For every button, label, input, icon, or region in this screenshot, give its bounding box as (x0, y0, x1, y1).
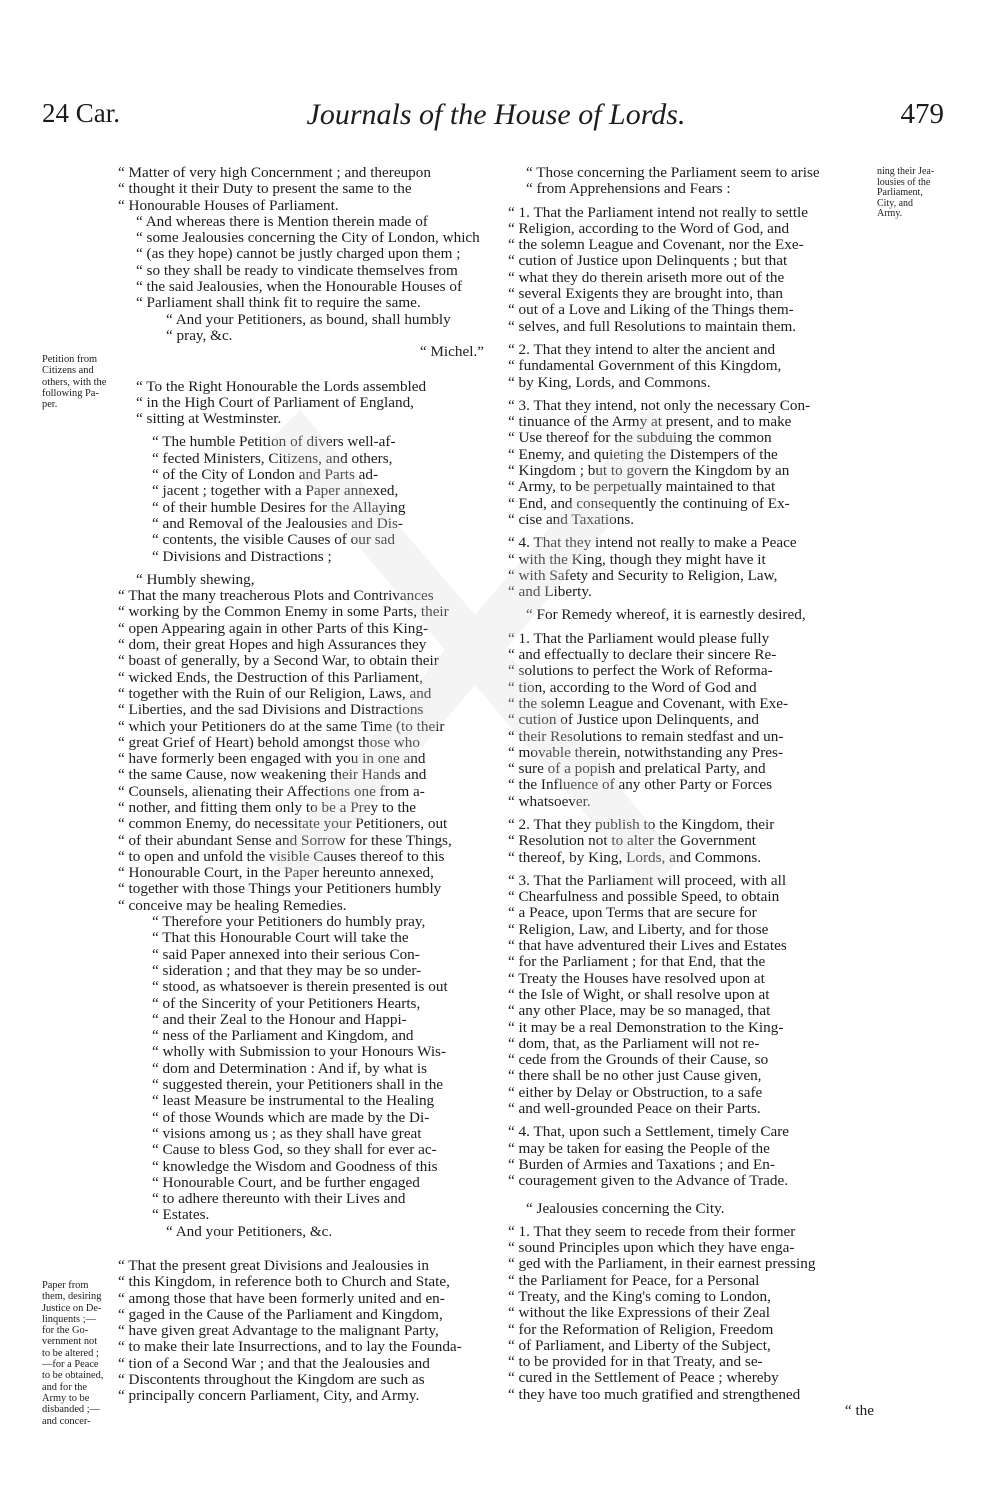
text-line: “ Counsels, alienating their Affections one from a- (118, 782, 425, 800)
page-number: 479 (900, 98, 944, 130)
text-line: “ together with those Things your Petitioners humbly (118, 880, 442, 898)
text-line: “ dom and Determination : And if, by what is (152, 1059, 428, 1077)
fear-2-government (508, 342, 878, 391)
text-line: “ Kingdom ; but to govern the Kingdom by an (508, 462, 790, 480)
text-line: “ by King, Lords, and Commons. (508, 373, 711, 391)
remedy-2 (508, 817, 878, 866)
text-line: “ Use thereof for the subduing the common (508, 429, 772, 447)
text-line: “ selves, and full Resolutions to maintain them. (508, 317, 797, 335)
text-line: “ Religion, according to the Word of God, and (508, 219, 790, 237)
text-line: “ 1. That the Parliament intend not really to settle (508, 203, 809, 221)
text-line: “ tion of a Second War ; and that the Jealousies and (118, 1354, 430, 1372)
text-line: “ nother, and fitting them only to be a Prey to the (118, 798, 417, 816)
text-line: “ of those Wounds which are made by the Di- (152, 1108, 430, 1126)
text-line: “ cured in the Settlement of Peace ; whereby (508, 1369, 779, 1387)
text-line: “ working by the Common Enemy in some Parts, their (118, 603, 449, 621)
text-line: Parliament, (877, 187, 923, 199)
text-line: “ there shall be no other just Cause given, (508, 1067, 762, 1085)
text-line: “ to be provided for in that Treaty, and se- (508, 1353, 763, 1371)
text-line: “ sure of a popish and prelatical Party, and (508, 760, 766, 778)
remedy-1 (508, 631, 878, 810)
text-line: “ couragement given to the Advance of Trade. (508, 1172, 789, 1190)
text-line: “ and Liberty. (508, 583, 592, 601)
text-line: to be obtained, (42, 1370, 104, 1382)
text-line: “ among those that have been formerly united and en- (118, 1289, 445, 1307)
text-line: “ for the Parliament ; for that End, that the (508, 953, 766, 971)
text-line: “ from Apprehensions and Fears : (526, 180, 731, 198)
catchword: “ the (844, 1402, 874, 1420)
text-line: “ out of a Love and Liking of the Things them- (508, 301, 794, 319)
text-line: “ That the present great Divisions and Jealousies in (118, 1257, 429, 1274)
text-line: “ sitting at Westminster. (136, 410, 282, 428)
text-line: “ contents, the visible Causes of our sad (152, 531, 395, 549)
text-line: vernment not (42, 1336, 98, 1348)
text-line: “ Matter of very high Concernment ; and thereupon (118, 164, 431, 181)
text-line: Paper from (42, 1280, 89, 1291)
text-line: “ of the City of London and Parts ad- (152, 466, 379, 484)
text-line: “ Honourable Court, in the Paper hereunto annexed, (118, 864, 434, 882)
text-line: “ suggested therein, your Petitioners shall in the (152, 1076, 444, 1094)
text-line: “ to adhere thereunto with their Lives and (152, 1190, 406, 1208)
text-line: “ Humbly shewing, (136, 570, 255, 588)
remedy-3 (508, 873, 878, 1117)
text-line: “ 3. That they intend, not only the necessary Con- (508, 396, 811, 414)
text-line: “ great Grief of Heart) behold amongst those who (118, 733, 420, 751)
paragraph-jealousies-london (118, 214, 488, 312)
text-line: to be altered ; (42, 1347, 99, 1359)
text-line: Justice on De- (42, 1302, 102, 1314)
text-line: “ said Paper annexed into their serious Con- (152, 945, 420, 963)
text-line: and concer- (42, 1415, 91, 1427)
text-line: “ 3. That the Parliament will proceed, with all (508, 871, 787, 889)
text-line: “ 4. That, upon such a Settlement, timely Care (508, 1123, 790, 1141)
text-line: “ 4. That they intend not really to make a Peace (508, 534, 797, 552)
humbly-shewing (118, 572, 488, 588)
text-line: “ what they do therein ariseth more out of the (508, 268, 785, 286)
text-line: “ dom, that, as the Parliament will not re- (508, 1034, 760, 1052)
text-line: “ and well-grounded Peace on their Parts. (508, 1100, 761, 1118)
margin-note-paper (42, 1280, 116, 1427)
text-line: “ The humble Petition of divers well-af- (152, 433, 396, 451)
text-line: “ That this Honourable Court will take the (152, 929, 409, 947)
paper-divisions (118, 1258, 488, 1405)
text-line: “ and effectually to declare their sincere Re- (508, 646, 777, 664)
text-line: “ have formerly been engaged with you in one and (118, 750, 426, 768)
city-jealousies-heading (508, 1201, 878, 1217)
text-line: following Pa- (42, 387, 99, 399)
text-line: “ least Measure be instrumental to the Healing (152, 1092, 435, 1110)
text-line: “ ness of the Parliament and Kingdom, and (152, 1027, 414, 1045)
text-line: “ Resolution not to alter the Government (508, 832, 757, 850)
text-line: “ solutions to perfect the Work of Reforma- (508, 662, 773, 680)
text-line: “ the solemn League and Covenant, with Exe- (508, 694, 789, 712)
paragraph-pray (118, 312, 488, 345)
text-line: “ Enemy, and quieting the Distempers of the (508, 445, 778, 463)
text-line: “ the solemn League and Covenant, nor the Exe- (508, 236, 804, 254)
text-line: “ the Influence of any other Party or Forces (508, 776, 772, 794)
journal-title: Journals of the House of Lords. (306, 98, 686, 131)
fear-3-army (508, 398, 878, 528)
right-column (508, 165, 878, 1419)
text-line: “ cution of Justice upon Delinquents ; but that (508, 252, 788, 270)
page-header (0, 98, 992, 138)
text-line: “ of their abundant Sense and Sorrow for these Things, (118, 831, 452, 849)
margin-note-petition (42, 354, 116, 410)
city-jealousy-1 (508, 1224, 878, 1403)
text-line: “ the Isle of Wight, or shall resolve upon at (508, 985, 770, 1003)
text-line: Army to be (42, 1392, 90, 1404)
text-line: “ jacent ; together with a Paper annexed, (152, 482, 399, 500)
text-line: “ Discontents throughout the Kingdom are such as (118, 1371, 425, 1389)
text-line: “ And your Petitioners, &c. (166, 1222, 333, 1240)
text-line: “ thereof, by King, Lords, and Commons. (508, 848, 762, 866)
text-line: “ the said Jealousies, when the Honourable Houses of (136, 278, 463, 296)
text-line: “ And whereas there is Mention therein made of (136, 212, 428, 230)
text-line: “ Treaty the Houses have resolved upon at (508, 969, 765, 987)
text-line: “ sideration ; and that they may be so under- (152, 961, 422, 979)
text-line: “ wicked Ends, the Destruction of this Parliament, (118, 668, 423, 686)
text-line: “ cede from the Grounds of their Cause, so (508, 1051, 769, 1069)
text-line: them, desiring (42, 1291, 102, 1303)
text-line: “ dom, their great Hopes and high Assurances they (118, 636, 427, 654)
text-line: “ fected Ministers, Citizens, and others, (152, 449, 393, 467)
text-line: for the Go- (42, 1325, 89, 1337)
text-line: “ wholly with Submission to your Honours Wis- (152, 1043, 447, 1061)
text-line: “ 2. That they publish to the Kingdom, their (508, 815, 775, 833)
text-line: “ together with the Ruin of our Religion, Laws, and (118, 684, 432, 702)
text-line: “ Parliament shall think fit to require the same. (136, 294, 421, 312)
text-line: “ To the Right Honourable the Lords assembled (136, 377, 427, 395)
text-line: “ it may be a real Demonstration to the King- (508, 1018, 784, 1036)
text-line: “ of their humble Desires for the Allaying (152, 498, 406, 516)
text-line: “ 2. That they intend to alter the ancient and (508, 340, 776, 358)
fear-4-peace (508, 535, 878, 600)
text-line: “ Army, to be perpetually maintained to that (508, 478, 776, 496)
text-line: “ Treaty, and the King's coming to London, (508, 1288, 771, 1305)
text-line: “ they have too much gratified and strengthened (508, 1385, 801, 1403)
petitioners-closing (118, 1224, 488, 1240)
remedy-intro (508, 607, 878, 623)
text-line: “ Chearfulness and possible Speed, to obtain (508, 888, 780, 906)
text-line: “ Cause to bless God, so they shall for ever ac- (152, 1141, 437, 1159)
text-line: “ movable therein, notwithstanding any Pres- (508, 743, 783, 761)
text-line: “ this Kingdom, in reference both to Church and State, (118, 1273, 450, 1291)
text-line: per. (42, 399, 58, 411)
text-line: “ have given great Advantage to the malignant Party, (118, 1322, 439, 1340)
text-line: —for a Peace (42, 1359, 99, 1371)
text-line: “ so they shall be ready to vindicate themselves from (136, 261, 458, 279)
text-line: “ the Parliament for Peace, for a Personal (508, 1271, 760, 1289)
text-line: “ Therefore your Petitioners do humbly pray, (152, 913, 426, 931)
text-line: “ of the Sincerity of your Petitioners Hearts, (152, 994, 421, 1012)
text-line: “ Estates. (152, 1206, 210, 1224)
text-line: “ a Peace, upon Terms that are secure for (508, 904, 757, 922)
text-line: “ cution of Justice upon Delinquents, and (508, 711, 759, 729)
text-line: “ to open and unfold the visible Causes thereof to this (118, 847, 445, 865)
text-line: “ principally concern Parliament, City, and Army. (118, 1387, 420, 1405)
text-line: “ (as they hope) cannot be justly charged upon them ; (136, 245, 461, 263)
text-line: “ Honourable Houses of Parliament. (118, 196, 339, 214)
text-line: Petition from (42, 354, 98, 365)
text-line: “ For Remedy whereof, it is earnestly desired, (526, 606, 806, 624)
petition-title (118, 434, 488, 564)
text-line: “ of Parliament, and Liberty of the Subject, (508, 1336, 771, 1354)
text-line: “ several Exigents they are brought into, than (508, 285, 783, 303)
paragraph-matter (118, 165, 488, 214)
text-line: others, with the (42, 376, 107, 388)
text-line: “ common Enemy, do necessitate your Petitioners, out (118, 815, 448, 833)
text-line: “ Religion, Law, and Liberty, and for those (508, 920, 769, 938)
remedy-4 (508, 1124, 878, 1189)
margin-note-jealousies (877, 167, 951, 220)
text-line: “ Liberties, and the sad Divisions and Distractions (118, 701, 424, 719)
text-line: “ 1. That the Parliament would please fully (508, 629, 770, 647)
text-line: “ conceive may be healing Remedies. (118, 896, 347, 914)
text-line: “ ged with the Parliament, in their earnest pressing (508, 1255, 816, 1273)
text-line: “ cise and Taxations. (508, 510, 635, 528)
text-line: “ and Removal of the Jealousies and Dis- (152, 514, 403, 532)
text-line: “ gaged in the Cause of the Parliament and Kingdom, (118, 1305, 443, 1323)
text-line: disbanded ;— (42, 1404, 101, 1416)
paragraph-plots (118, 588, 488, 914)
text-line: “ And your Petitioners, as bound, shall humbly (166, 310, 451, 328)
text-line: “ any other Place, may be so managed, that (508, 1002, 771, 1020)
text-line: “ and their Zeal to the Honour and Happi- (152, 1010, 407, 1028)
signature-michel: “ Michel.” (419, 343, 484, 361)
text-line: “ tion, according to the Word of God and (508, 678, 757, 696)
text-line: “ tinuance of the Army at present, and to make (508, 413, 792, 431)
text-line: “ End, and consequently the continuing of Ex- (508, 494, 790, 512)
text-line: “ 1. That they seem to recede from their former (508, 1222, 796, 1240)
petition-address (118, 379, 488, 428)
text-line: “ thought it their Duty to present the same to the (118, 180, 412, 198)
text-line: “ with Safety and Security to Religion, Law, (508, 566, 778, 584)
text-line: “ for the Reformation of Religion, Freedom (508, 1320, 774, 1338)
text-line: “ which your Petitioners do at the same Time (to their (118, 717, 445, 735)
text-line: “ fundamental Government of this Kingdom, (508, 357, 782, 375)
text-line: ning their Jea- (877, 166, 935, 177)
text-line: “ with the King, though they might have it (508, 550, 766, 568)
text-line: “ sound Principles upon which they have enga- (508, 1239, 795, 1257)
text-line: “ Those concerning the Parliament seem to arise (526, 164, 820, 181)
text-line: “ some Jealousies concerning the City of London, which (136, 229, 480, 247)
text-line: “ whatsoever. (508, 792, 591, 810)
text-line: “ pray, &c. (166, 326, 233, 344)
text-line: “ in the High Court of Parliament of England, (136, 393, 414, 411)
text-line: “ knowledge the Wisdom and Goodness of this (152, 1157, 438, 1175)
text-line: “ open Appearing again in other Parts of this King- (118, 619, 429, 637)
text-line: “ that have adventured their Lives and Estates (508, 937, 787, 955)
left-column (118, 165, 488, 1405)
fear-1-religion (508, 205, 878, 335)
text-line: “ Jealousies concerning the City. (526, 1199, 725, 1217)
text-line: Citizens and (42, 365, 94, 377)
text-line: “ without the like Expressions of their Zeal (508, 1304, 770, 1322)
text-line: Army. (877, 208, 903, 220)
text-line: and for the (42, 1381, 88, 1393)
text-line: “ visions among us ; as they shall have great (152, 1124, 422, 1142)
text-line: “ the same Cause, now weakening their Hands and (118, 766, 427, 784)
paragraph-pray-court (118, 914, 488, 1224)
text-line: “ Burden of Armies and Taxations ; and En- (508, 1155, 775, 1173)
text-line: “ their Resolutions to remain stedfast and un- (508, 727, 784, 745)
text-line: “ either by Delay or Obstruction, to a safe (508, 1083, 763, 1101)
text-line: City, and (877, 197, 914, 209)
text-line: “ boast of generally, by a Second War, to obtain their (118, 652, 439, 670)
text-line: “ stood, as whatsoever is therein presented is out (152, 978, 448, 996)
parliament-fears-intro (508, 165, 878, 198)
text-line: “ That the many treacherous Plots and Contrivances (118, 587, 434, 605)
text-line: lousies of the (877, 176, 931, 188)
text-line: “ Divisions and Distractions ; (152, 547, 332, 565)
text-line: “ may be taken for easing the People of the (508, 1139, 770, 1157)
text-line: “ to make their late Insurrections, and to lay the Founda- (118, 1338, 462, 1356)
text-line: “ Honourable Court, and be further engaged (152, 1173, 420, 1191)
text-line: linquents ;— (42, 1313, 96, 1325)
regnal-year: 24 Car. (42, 98, 120, 128)
